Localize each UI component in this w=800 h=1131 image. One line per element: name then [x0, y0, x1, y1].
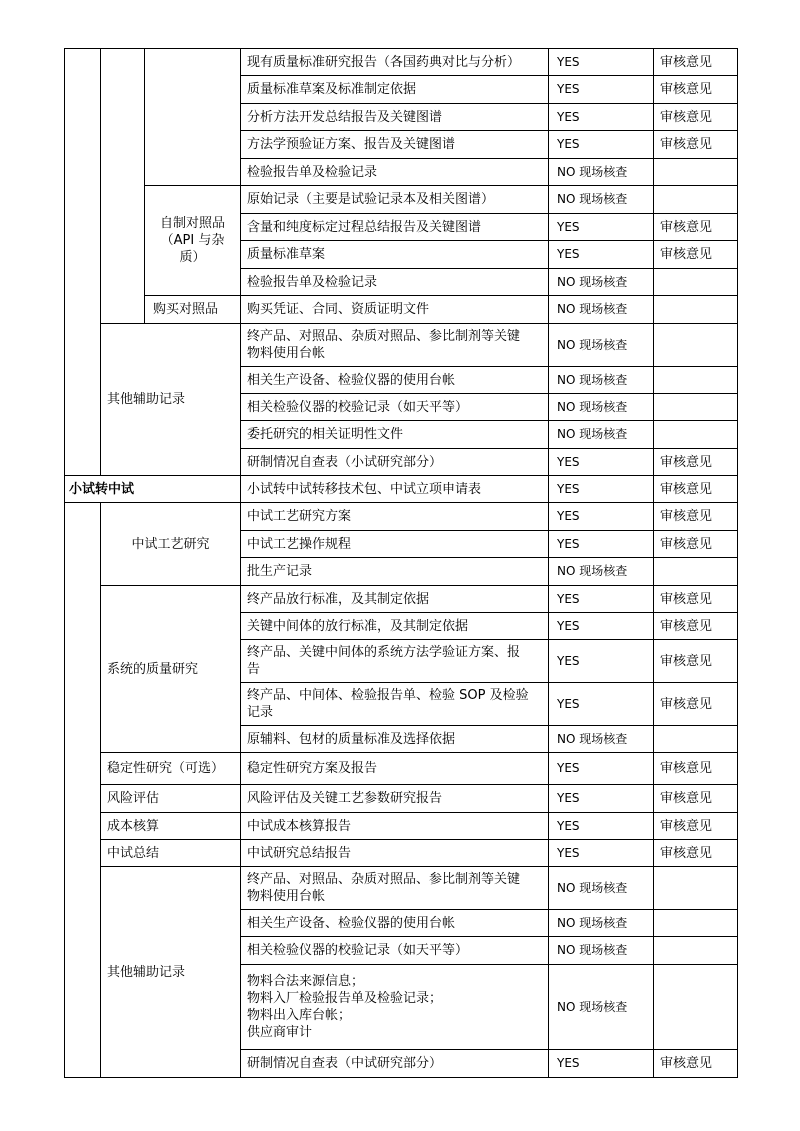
section-label: 小试转中试	[65, 476, 241, 503]
result-cell: YES	[549, 813, 654, 840]
item-cell: 检验报告单及检验记录	[241, 269, 549, 296]
note-cell: 审核意见	[654, 49, 738, 76]
note-cell: 审核意见	[654, 214, 738, 241]
item-cell: 质量标准草案	[241, 241, 549, 269]
note-cell	[654, 867, 738, 910]
result-cell: NO 现场核查	[549, 367, 654, 394]
note-cell: 审核意见	[654, 1050, 738, 1078]
note-cell: 审核意见	[654, 131, 738, 159]
result-cell: YES	[549, 104, 654, 131]
item-line: 终产品、对照品、杂质对照品、参比制剂等关键	[247, 329, 521, 344]
note-cell: 审核意见	[654, 476, 738, 503]
table-row	[65, 840, 738, 867]
group-pilot-process: 中试工艺研究	[101, 503, 241, 586]
result-cell: YES	[549, 531, 654, 558]
result-cell: NO 现场核查	[549, 937, 654, 965]
item-cell: 相关生产设备、检验仪器的使用台帐	[241, 367, 549, 394]
group-risk: 风险评估	[101, 785, 241, 813]
item-cell	[241, 867, 549, 910]
table-row	[65, 753, 738, 785]
note-cell	[654, 269, 738, 296]
group-bought-reference: 购买对照品	[145, 296, 241, 324]
item-cell: 中试工艺研究方案	[241, 503, 549, 531]
item-line: 告	[247, 662, 261, 677]
result-cell: YES	[549, 586, 654, 613]
result-cell: NO 现场核查	[549, 394, 654, 421]
group-label-line: 自制对照品	[159, 216, 225, 231]
item-cell: 相关检验仪器的校验记录（如天平等）	[241, 394, 549, 421]
item-cell: 含量和纯度标定过程总结报告及关键图谱	[241, 214, 549, 241]
item-cell: 分析方法开发总结报告及关键图谱	[241, 104, 549, 131]
item-cell: 检验报告单及检验记录	[241, 159, 549, 186]
result-cell: YES	[549, 613, 654, 640]
item-cell: 相关检验仪器的校验记录（如天平等）	[241, 937, 549, 965]
blank-cell	[145, 49, 241, 186]
group-self-made-reference	[145, 186, 241, 296]
item-cell	[241, 324, 549, 367]
item-cell: 风险评估及关键工艺参数研究报告	[241, 785, 549, 813]
group-summary: 中试总结	[101, 840, 241, 867]
table-row	[65, 49, 738, 76]
note-cell: 审核意见	[654, 753, 738, 785]
result-cell: YES	[549, 683, 654, 726]
note-cell	[654, 296, 738, 324]
item-line: 物料使用台帐	[247, 889, 326, 904]
note-cell: 审核意见	[654, 683, 738, 726]
item-line: 物料使用台帐	[247, 346, 326, 361]
result-cell: NO 现场核查	[549, 910, 654, 937]
review-checklist-table	[64, 48, 738, 1078]
note-cell	[654, 367, 738, 394]
group-cost: 成本核算	[101, 813, 241, 840]
item-cell	[241, 683, 549, 726]
result-cell: YES	[549, 131, 654, 159]
item-cell: 方法学预验证方案、报告及关键图谱	[241, 131, 549, 159]
item-cell: 质量标准草案及标准制定依据	[241, 76, 549, 104]
item-line: 终产品、对照品、杂质对照品、参比制剂等关键	[247, 872, 521, 887]
note-cell: 审核意见	[654, 449, 738, 476]
note-cell	[654, 910, 738, 937]
result-cell: YES	[549, 449, 654, 476]
item-line: 物料出入库台帐；	[247, 1008, 352, 1023]
blank-cell	[65, 503, 101, 1078]
note-cell: 审核意见	[654, 531, 738, 558]
result-cell: YES	[549, 840, 654, 867]
result-cell: YES	[549, 476, 654, 503]
item-line: 终产品、关键中间体的系统方法学验证方案、报	[247, 645, 521, 660]
result-cell: YES	[549, 241, 654, 269]
table-row	[65, 476, 738, 503]
item-cell	[241, 640, 549, 683]
note-cell: 审核意见	[654, 613, 738, 640]
group-aux-records-2: 其他辅助记录	[101, 867, 241, 1078]
item-cell: 中试工艺操作规程	[241, 531, 549, 558]
note-cell	[654, 324, 738, 367]
result-cell: NO 现场核查	[549, 421, 654, 449]
item-cell: 稳定性研究方案及报告	[241, 753, 549, 785]
item-line: 终产品、中间体、检验报告单、检验 SOP 及检验	[247, 688, 529, 703]
result-cell: NO 现场核查	[549, 186, 654, 214]
result-cell: NO 现场核查	[549, 324, 654, 367]
result-cell: YES	[549, 640, 654, 683]
note-cell: 审核意见	[654, 503, 738, 531]
item-cell	[241, 965, 549, 1050]
item-cell: 委托研究的相关证明性文件	[241, 421, 549, 449]
item-line: 供应商审计	[247, 1025, 313, 1040]
group-stability: 稳定性研究（可选）	[101, 753, 241, 785]
table-row	[65, 813, 738, 840]
note-cell	[654, 726, 738, 753]
result-cell: NO 现场核查	[549, 296, 654, 324]
table-row	[65, 324, 738, 367]
note-cell	[654, 394, 738, 421]
item-cell: 原辅料、包材的质量标准及选择依据	[241, 726, 549, 753]
group-label-line: 质）	[179, 250, 206, 265]
note-cell	[654, 186, 738, 214]
result-cell: YES	[549, 785, 654, 813]
table-row	[65, 867, 738, 910]
note-cell: 审核意见	[654, 76, 738, 104]
note-cell	[654, 159, 738, 186]
note-cell: 审核意见	[654, 640, 738, 683]
table-row	[65, 186, 738, 214]
note-cell	[654, 965, 738, 1050]
item-cell: 购买凭证、合同、资质证明文件	[241, 296, 549, 324]
result-cell: YES	[549, 1050, 654, 1078]
item-line: 记录	[247, 705, 274, 720]
item-cell: 中试研究总结报告	[241, 840, 549, 867]
note-cell: 审核意见	[654, 241, 738, 269]
item-cell: 原始记录（主要是试验记录本及相关图谱）	[241, 186, 549, 214]
note-cell: 审核意见	[654, 785, 738, 813]
note-cell: 审核意见	[654, 813, 738, 840]
result-cell: NO 现场核查	[549, 726, 654, 753]
item-cell: 终产品放行标准，及其制定依据	[241, 586, 549, 613]
result-cell: NO 现场核查	[549, 159, 654, 186]
item-cell: 批生产记录	[241, 558, 549, 586]
result-cell: YES	[549, 214, 654, 241]
table-row	[65, 503, 738, 531]
item-cell: 研制情况自查表（小试研究部分）	[241, 449, 549, 476]
group-quality-study: 系统的质量研究	[101, 586, 241, 753]
table-row	[65, 785, 738, 813]
item-cell: 现有质量标准研究报告（各国药典对比与分析）	[241, 49, 549, 76]
item-cell: 关键中间体的放行标准，及其制定依据	[241, 613, 549, 640]
table-row	[65, 296, 738, 324]
result-cell: NO 现场核查	[549, 867, 654, 910]
table-row	[65, 586, 738, 613]
group-label-line: （API 与杂	[160, 233, 225, 248]
item-line: 物料合法来源信息；	[247, 974, 365, 989]
item-line: 物料入厂检验报告单及检验记录；	[247, 991, 443, 1006]
note-cell: 审核意见	[654, 840, 738, 867]
note-cell: 审核意见	[654, 104, 738, 131]
group-aux-records-1: 其他辅助记录	[101, 324, 241, 476]
result-cell: NO 现场核查	[549, 965, 654, 1050]
item-cell: 小试转中试转移技术包、中试立项申请表	[241, 476, 549, 503]
blank-cell	[65, 49, 101, 476]
note-cell	[654, 421, 738, 449]
result-cell: NO 现场核查	[549, 558, 654, 586]
result-cell: YES	[549, 49, 654, 76]
result-cell: YES	[549, 76, 654, 104]
note-cell: 审核意见	[654, 586, 738, 613]
item-cell: 研制情况自查表（中试研究部分）	[241, 1050, 549, 1078]
result-cell: NO 现场核查	[549, 269, 654, 296]
note-cell	[654, 558, 738, 586]
result-cell: YES	[549, 503, 654, 531]
item-cell: 中试成本核算报告	[241, 813, 549, 840]
result-cell: YES	[549, 753, 654, 785]
note-cell	[654, 937, 738, 965]
item-cell: 相关生产设备、检验仪器的使用台帐	[241, 910, 549, 937]
blank-cell	[101, 49, 145, 324]
